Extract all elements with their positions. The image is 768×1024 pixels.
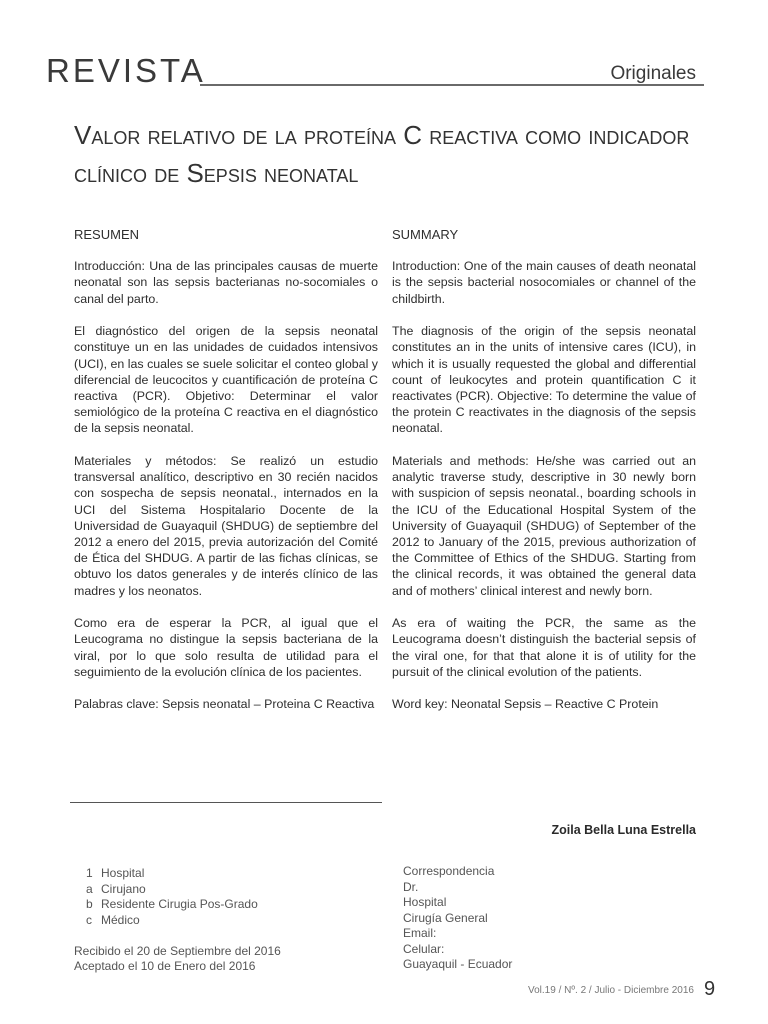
resumen-paragraph: Como era de esperar la PCR, al igual que el Leucograma no distingue la sepsis bacteriana de la viral, por lo que solo resulta de utilidad para el seguimiento de la evolución clínica de los pacientes.	[74, 616, 378, 679]
volume-info: Vol.19 / Nº. 2 / Julio - Diciembre 2016	[528, 985, 694, 996]
correspondence-line: Cirugía General	[403, 910, 488, 925]
journal-masthead: REVISTA	[46, 52, 206, 89]
correspondence-line: Dr.	[403, 879, 419, 894]
accepted-date: Aceptado el 10 de Enero del 2016	[74, 958, 256, 973]
correspondence-line: Hospital	[403, 895, 447, 909]
resumen-paragraph: Materiales y métodos: Se realizó un estudio transversal analítico, descriptivo en 30 recién nacidos con sospecha de sepsis neonatal., internados en la UCI del Sistema Hospitalario Docente de la Universidad de Guayaquil (SHDUG) de septiembre del 2012 a enero del 2015, previa autorización del Comité de Ética del SHDUG. A partir de las fichas clínicas, se obtuvo los datos generales y de interés clínico de las madres y los neonatos.	[74, 454, 378, 598]
affiliation-item: b Residente Cirugia Pos-Grado	[86, 897, 258, 912]
correspondence-line: Email:	[403, 926, 437, 940]
resumen-paragraph: Introducción: Una de las principales causas de muerte neonatal son las sepsis bacterianas no-socomiales o canal del parto.	[74, 259, 378, 306]
author-name: Zoila Bella Luna Estrella	[551, 823, 696, 837]
summary-heading: SUMMARY	[392, 227, 459, 242]
summary-paragraph: Materials and methods: He/she was carried out an analytic traverse study, descriptive in 30 newly born with suspicion of sepsis neonatal., boarding schools in the ICU of the Educational Hospital System of the University of Guayaquil (SHDUG) of September of the 2012 to January of the 2015, previous authorization of the Committee of Ethics of the SHDUG. Starting from the clinical records, it was obtained the general data and of mothers’ clinical interest and newly born.	[392, 454, 696, 598]
article-title: Valor relativo de la proteína C reactiva como indicador clínico de Sepsis neonatal	[74, 120, 690, 188]
received-date: Recibido el 20 de Septiembre del 2016	[74, 944, 281, 958]
summary-paragraph: As era of waiting the PCR, the same as the Leucograma doesn’t distinguish the bacterial sepsis of the viral one, for that that alone it is of utility for the pursuit of the clinical evolution of the patients.	[392, 616, 696, 679]
section-label: Originales	[610, 63, 696, 84]
abstract-spanish-column	[74, 227, 378, 729]
palabras-clave: Palabras clave: Sepsis neonatal – Proteina C Reactiva	[74, 697, 375, 712]
header-rule	[200, 84, 704, 86]
correspondence-line: Celular:	[403, 941, 445, 956]
article-dates	[74, 944, 281, 973]
footnote-rule	[70, 802, 382, 803]
summary-paragraph: Introduction: One of the main causes of death neonatal is the sepsis bacterial nosocomiales or channel of the childbirth.	[392, 259, 696, 306]
abstract-english-column	[392, 227, 696, 729]
summary-paragraph: The diagnosis of the origin of the sepsis neonatal constitutes an in the units of intensive cares (ICU), in which it is usually requested the global and differential count of leukocytes and protein quantification C it reactivates (PCR). Objective: To determine the value of the protein C reactivates in the diagnosis of the sepsis neonatal.	[392, 324, 696, 436]
affiliation-item: a Cirujano	[86, 881, 146, 896]
page-number: 9	[704, 978, 716, 1000]
word-key: Word key: Neonatal Sepsis – Reactive C Protein	[392, 697, 659, 712]
correspondence-line: Guayaquil - Ecuador	[403, 957, 513, 971]
correspondence-line: Correspondencia	[403, 864, 495, 878]
affiliation-item: 1 Hospital	[86, 866, 145, 880]
correspondence-block	[403, 864, 512, 973]
resumen-paragraph: El diagnóstico del origen de la sepsis neonatal constituye un en las unidades de cuidados intensivos (UCI), en las cuales se suele solicitar el conteo global y diferencial de leucocitos y cuantificación de proteína C reactiva (PCR). Objetivo: Determinar el valor semiológico de la proteína C reactiva en el diagnóstico de la sepsis neonatal.	[74, 324, 378, 436]
affiliations-list	[86, 866, 258, 928]
resumen-heading: RESUMEN	[74, 227, 140, 242]
affiliation-item: c Médico	[86, 912, 140, 927]
